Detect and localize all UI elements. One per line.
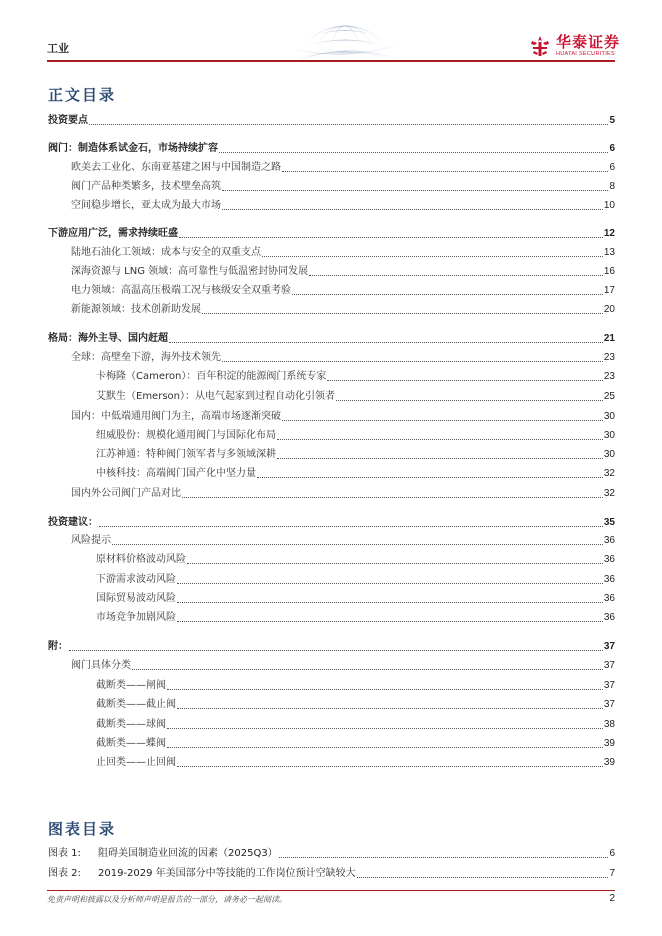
dot-leader [282,170,608,172]
toc-entry-title: 中核科技：高端阀门国产化中坚力量 [96,468,256,479]
toc-entry-page: 23 [603,352,615,363]
toc-entry-title: 市场竞争加剧风险 [96,612,176,623]
dot-leader [167,746,603,748]
toc-entry-page: 36 [603,612,615,623]
toc-entry-page: 38 [603,719,615,730]
toc-entry-page: 21 [603,333,615,344]
figure-title: 阻碍美国制造业回流的因素（2025Q3） [98,848,278,859]
toc-entry[interactable] [48,697,615,713]
toc-entry[interactable] [48,515,615,531]
toc-entry[interactable] [48,389,615,405]
dot-leader [262,255,603,257]
dot-leader [182,496,603,498]
brand-name-en: HUATAI SECURITIES [555,51,615,57]
toc-entry-page: 39 [603,757,615,768]
toc-entry-title: 深海资源与 LNG 领域：高可靠性与低温密封协同发展 [71,266,309,277]
toc-entry[interactable] [48,264,615,280]
toc-entry-page: 37 [603,641,615,652]
toc-entry[interactable] [48,198,615,214]
toc-entry-title: 陆地石油化工领域：成本与安全的双重支点 [71,247,261,258]
toc-entry-title: 下游需求波动风险 [96,574,176,585]
toc-entry-title: 原材料价格波动风险 [96,554,186,565]
toc-entry-page: 30 [603,430,615,441]
toc-entry-title: 风险提示 [71,535,111,546]
toc-entry-title: 止回类——止回阀 [96,757,176,768]
toc-entry-title: 投资要点 [48,115,88,126]
toc-entry-title: 截断类——闸阀 [96,680,166,691]
toc-entry[interactable] [48,113,615,129]
toc-entry-title: 截断类——蝶阀 [96,738,166,749]
dot-leader [222,208,603,210]
toc-entry-page: 35 [603,517,615,528]
toc-entry[interactable] [48,447,615,463]
page-number: 2 [609,893,615,904]
figure-page: 6 [609,848,615,859]
dot-leader [177,707,603,709]
toc-entry-title: 电力领域：高温高压极端工况与核级安全双重考验 [71,285,291,296]
dot-leader [282,419,603,421]
toc-entry[interactable] [48,369,615,385]
toc-entry-page: 37 [603,680,615,691]
toc-entry[interactable] [48,141,615,157]
dot-leader [257,476,603,478]
dot-leader [187,562,603,564]
toc-entry[interactable] [48,591,615,607]
toc-entry-page: 36 [603,574,615,585]
toc-entry[interactable] [48,639,615,655]
dot-leader [177,765,603,767]
toc-entry-page: 37 [603,699,615,710]
dot-leader [177,601,603,603]
dot-leader [219,151,608,153]
toc-entry-title: 新能源领域：技术创新助发展 [71,304,201,315]
figure-title: 2019-2029 年美国部分中等技能的工作岗位预计空缺较大 [98,868,356,879]
dot-leader [357,876,609,878]
toc-entry[interactable] [48,717,615,733]
toc-entry[interactable] [48,610,615,626]
dot-leader [279,856,609,858]
toc-heading: 正文目录 [48,86,117,104]
toc-entry[interactable] [48,572,615,588]
figure-label: 图表 1: [48,848,81,859]
toc-entry-title: 阀门具体分类 [71,660,131,671]
dot-leader [99,525,603,527]
dot-leader [112,543,603,545]
toc-entry-title: 附： [48,641,68,652]
section-label: 工业 [47,42,69,55]
toc-entry[interactable] [48,283,615,299]
dot-leader [202,312,603,314]
toc-entry-title: 空间稳步增长，亚太成为最大市场 [71,200,221,211]
toc-entry-title: 艾默生（Emerson）：从电气起家到过程自动化引领者 [96,391,335,402]
dot-leader [167,727,603,729]
dot-leader [177,620,603,622]
toc-entry[interactable] [48,755,615,771]
toc-entry[interactable] [48,678,615,694]
toc-entry-page: 10 [603,200,615,211]
toc-entry-page: 6 [609,143,615,154]
header-divider [47,60,615,62]
figure-label: 图表 2: [48,868,81,879]
toc-entry-page: 25 [603,391,615,402]
toc-entry[interactable] [48,350,615,366]
toc-entry-page: 39 [603,738,615,749]
dot-leader [179,236,603,238]
figure-entry[interactable] [48,846,615,862]
dot-leader [132,668,603,670]
toc-entry-page: 30 [603,411,615,422]
toc-entry[interactable] [48,331,615,347]
toc-entry[interactable] [48,179,615,195]
dot-leader [177,582,603,584]
toc-entry-title: 阀门：制造体系试金石，市场持续扩容 [48,143,218,154]
figure-entry[interactable] [48,866,615,882]
toc-entry[interactable] [48,245,615,261]
toc-entry-page: 13 [603,247,615,258]
toc-entry-page: 30 [603,449,615,460]
toc-entry-title: 截断类——球阀 [96,719,166,730]
toc-entry-page: 17 [603,285,615,296]
toc-entry-title: 投资建议： [48,517,98,528]
disclaimer-note: 免责声明和披露以及分析师声明是报告的一部分，请务必一起阅读。 [47,895,287,904]
toc-entry-title: 全球：高壁垒下游，海外技术领先 [71,352,221,363]
dot-leader [309,274,603,276]
toc-entry-title: 卡梅隆（Cameron）：百年积淀的能源阀门系统专家 [96,371,327,382]
toc-entry-title: 国际贸易波动风险 [96,593,176,604]
toc-entry-page: 37 [603,660,615,671]
toc-entry-page: 5 [609,115,615,126]
toc-entry[interactable] [48,428,615,444]
toc-entry-page: 36 [603,593,615,604]
toc-entry-page: 36 [603,535,615,546]
toc-entry-title: 阀门产品种类繁多，技术壁垒高筑 [71,181,221,192]
toc-entry[interactable] [48,552,615,568]
toc-entry[interactable] [48,226,615,242]
toc-entry[interactable] [48,658,615,674]
globe-watermark-icon [275,18,415,70]
toc-entry-page: 32 [603,468,615,479]
toc-entry-title: 截断类——截止阀 [96,699,176,710]
dot-leader [222,189,608,191]
toc-entry[interactable] [48,486,615,502]
toc-entry-title: 国内：中低端通用阀门为主，高端市场逐渐突破 [71,411,281,422]
dot-leader [167,688,603,690]
toc-entry-page: 36 [603,554,615,565]
dot-leader [277,438,603,440]
toc-entry-page: 12 [603,228,615,239]
footer-divider [47,890,615,891]
brand-logo-block [529,34,620,58]
dot-leader [327,379,603,381]
toc-entry-title: 国内外公司阀门产品对比 [71,488,181,499]
toc-entry-page: 8 [609,181,615,192]
page-header [0,0,662,72]
toc-entry[interactable] [48,466,615,482]
toc-entry-page: 23 [603,371,615,382]
toc-entry-title: 下游应用广泛，需求持续旺盛 [48,228,178,239]
toc-entry-title: 欧美去工业化、东南亚基建之困与中国制造之路 [71,162,281,173]
toc-entry[interactable] [48,302,615,318]
toc-entry-page: 6 [609,162,615,173]
dot-leader [292,293,603,295]
dot-leader [89,123,608,125]
toc-entry-page: 20 [603,304,615,315]
dot-leader [336,399,603,401]
dot-leader [277,457,603,459]
figure-page: 7 [609,868,615,879]
dot-leader [222,360,603,362]
figures-heading: 图表目录 [48,820,117,838]
toc-entry-title: 江苏神通：特种阀门领军者与多领域深耕 [96,449,276,460]
toc-entry-title: 格局：海外主导、国内赶超 [48,333,168,344]
toc-entry-page: 32 [603,488,615,499]
dot-leader [169,341,603,343]
toc-entry[interactable] [48,409,615,425]
toc-entry[interactable] [48,736,615,752]
toc-entry[interactable] [48,533,615,549]
brand-name-cn: 华泰证券 [555,33,620,51]
huatai-logo-icon [529,35,551,57]
dot-leader [69,649,603,651]
toc-entry[interactable] [48,160,615,176]
toc-entry-title: 纽威股份：规模化通用阀门与国际化布局 [96,430,276,441]
toc-entry-page: 16 [603,266,615,277]
